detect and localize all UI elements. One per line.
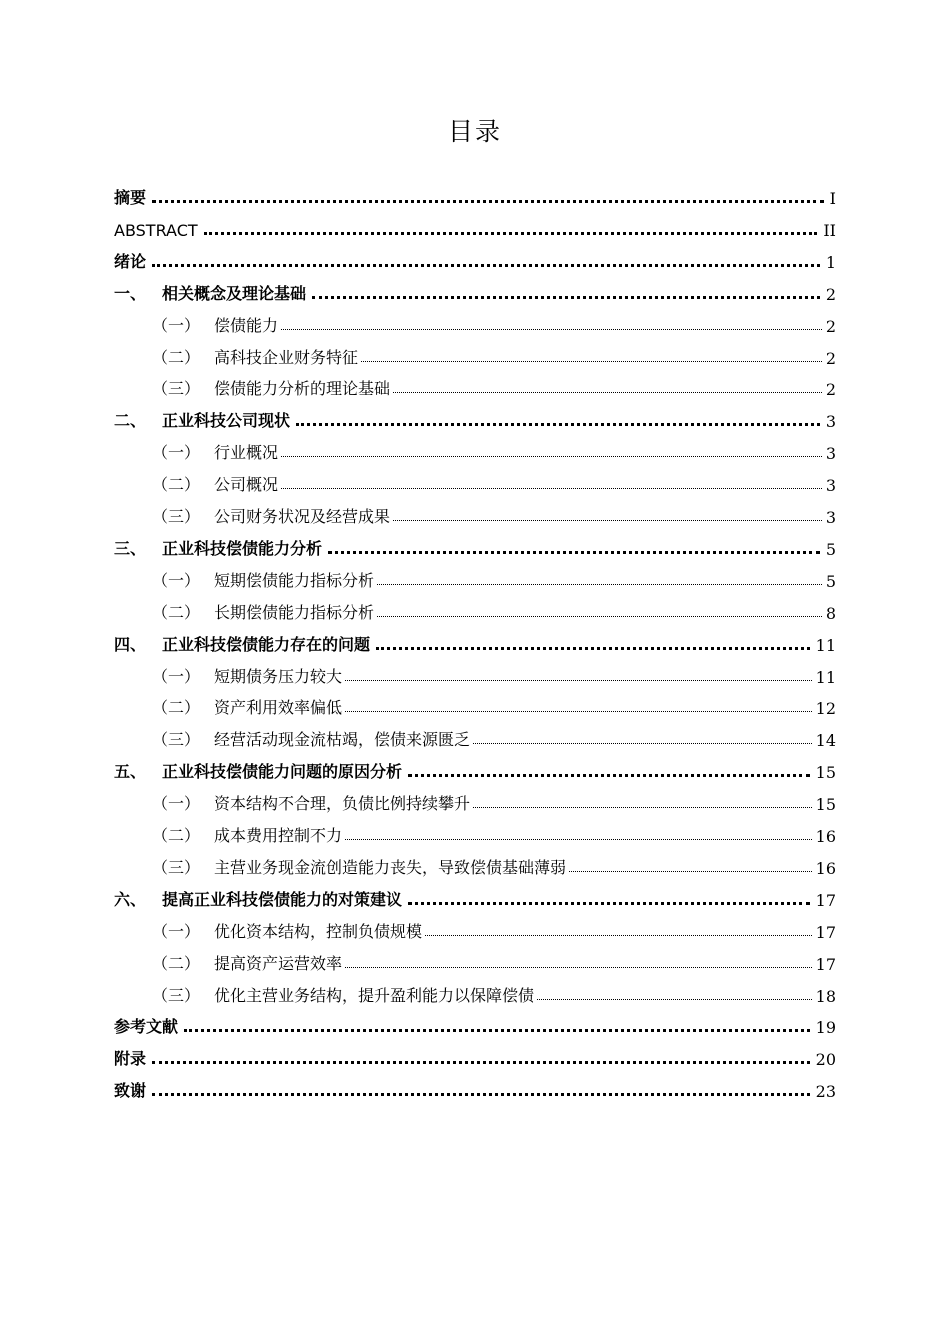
toc-entry-number: （三）	[152, 730, 201, 750]
dot-leader	[473, 807, 812, 808]
toc-entry[interactable]	[152, 499, 836, 527]
toc-entry-page-number: 5	[825, 539, 836, 559]
toc-entry[interactable]	[114, 1009, 836, 1037]
dot-leader	[281, 488, 822, 489]
toc-entry[interactable]	[152, 659, 836, 687]
toc-entry-page-number: 14	[815, 731, 836, 751]
toc-entry[interactable]	[114, 1073, 836, 1101]
toc-entry-label: 致谢	[114, 1081, 147, 1101]
toc-entry[interactable]	[152, 946, 836, 974]
toc-entry-number: （一）	[152, 570, 201, 590]
toc-entry-number: （二）	[152, 953, 201, 973]
dot-leader	[152, 1061, 810, 1064]
toc-entry-page-number: 11	[815, 667, 836, 687]
dot-leader	[345, 839, 812, 840]
toc-entry-page-number: II	[823, 220, 836, 240]
toc-entry[interactable]	[114, 212, 836, 240]
dot-leader	[376, 647, 810, 650]
toc-entry[interactable]	[152, 595, 836, 623]
toc-entry-page-number: 2	[825, 284, 836, 304]
toc-entry-number: （二）	[152, 602, 201, 622]
toc-entry-label: 正业科技偿债能力存在的问题	[162, 634, 371, 654]
toc-entry-number: （一）	[152, 666, 201, 686]
toc-entry-page-number: 16	[815, 827, 836, 846]
toc-entry-page-number: 3	[825, 508, 836, 527]
toc-entry-label: 绪论	[114, 251, 147, 271]
toc-entry[interactable]	[152, 914, 836, 942]
toc-entry-page-number: 19	[815, 1018, 836, 1038]
toc-entry-page-number: 8	[825, 603, 836, 623]
dot-leader	[296, 423, 820, 426]
dot-leader	[393, 520, 822, 521]
toc-entry-label: 短期偿债能力指标分析	[214, 570, 375, 590]
toc-entry-page-number: 15	[815, 795, 836, 815]
toc-entry[interactable]	[152, 371, 836, 399]
dot-leader	[377, 616, 822, 617]
dot-leader	[345, 711, 812, 712]
toc-entry-number: 一、	[114, 283, 147, 303]
toc-entry-label: 优化主营业务结构，提升盈利能力以保障偿债	[214, 985, 535, 1005]
dot-leader	[312, 296, 820, 299]
toc-entry-page-number: 17	[815, 922, 836, 942]
toc-entry-page-number: 1	[825, 252, 836, 272]
toc-entry-number: （二）	[152, 826, 201, 845]
toc-entry-page-number: 15	[815, 763, 836, 783]
toc-entry-label: 提高资产运营效率	[214, 953, 343, 973]
toc-entry-label: 优化资本结构，控制负债规模	[214, 921, 423, 941]
toc-entry[interactable]	[114, 754, 836, 782]
toc-entry-label: 资本结构不合理，负债比例持续攀升	[214, 794, 471, 814]
dot-leader	[152, 264, 820, 267]
toc-entry-page-number: 20	[815, 1050, 836, 1070]
toc-entry-label: 提高正业科技偿债能力的对策建议	[162, 889, 403, 909]
toc-entry-number: 五、	[114, 762, 147, 782]
dot-leader	[569, 871, 812, 872]
toc-entry-label: 偿债能力分析的理论基础	[214, 379, 391, 399]
toc-entry-number: （二）	[152, 475, 201, 495]
dot-leader	[537, 999, 812, 1000]
toc-entry-page-number: 3	[825, 476, 836, 496]
dot-leader	[152, 1093, 810, 1096]
toc-entry[interactable]	[152, 722, 836, 750]
toc-entry[interactable]	[152, 308, 836, 336]
dot-leader	[204, 232, 818, 235]
toc-entry-number: （三）	[152, 857, 201, 877]
toc-entry-page-number: 17	[815, 954, 836, 974]
dot-leader	[184, 1029, 810, 1032]
toc-entry-page-number: 5	[825, 571, 836, 591]
dot-leader	[281, 329, 822, 330]
toc-entry[interactable]	[152, 786, 836, 814]
toc-entry-label: 长期偿债能力指标分析	[214, 602, 375, 622]
toc-entry-number: （一）	[152, 315, 201, 335]
toc-entry-number: 三、	[114, 538, 147, 558]
toc-entry-page-number: 3	[825, 412, 836, 432]
dot-leader	[377, 584, 822, 585]
toc-entry-label: 参考文献	[114, 1017, 179, 1037]
dot-leader	[425, 935, 812, 936]
toc-entry-page-number: 2	[825, 380, 836, 400]
toc-entry[interactable]	[152, 978, 836, 1006]
dot-leader	[473, 743, 812, 744]
toc-entry-label: 短期债务压力较大	[214, 666, 343, 686]
toc-entry-number: 四、	[114, 634, 147, 654]
toc-entry[interactable]	[114, 244, 836, 272]
dot-leader	[345, 680, 812, 681]
toc-entry-number: （二）	[152, 698, 201, 718]
toc-entry[interactable]	[114, 403, 836, 431]
toc-entry-label: 高科技企业财务特征	[214, 347, 359, 367]
toc-entry-number: （三）	[152, 507, 201, 526]
toc-entry-label: 成本费用控制不力	[214, 826, 343, 845]
dot-leader	[152, 200, 824, 203]
toc-entry-page-number: 11	[815, 635, 836, 655]
toc-entry-page-number: I	[829, 189, 836, 208]
toc-entry[interactable]	[114, 180, 836, 208]
toc-entry-page-number: 17	[815, 890, 836, 910]
toc-entry-label: 正业科技偿债能力问题的原因分析	[162, 762, 403, 782]
toc-entry-number: （一）	[152, 443, 201, 463]
toc-entry-page-number: 23	[815, 1082, 836, 1102]
toc-entry-label: 正业科技偿债能力分析	[162, 538, 323, 558]
page-title: 目录	[447, 117, 502, 146]
toc-entry-label: 附录	[114, 1049, 147, 1069]
toc-entry-label: 主营业务现金流创造能力丧失，导致偿债基础薄弱	[214, 857, 567, 877]
toc-entry[interactable]	[152, 435, 836, 463]
toc-entry-number: （三）	[152, 379, 201, 399]
toc-entry-number: （三）	[152, 985, 201, 1005]
dot-leader	[345, 967, 812, 968]
dot-leader	[393, 392, 822, 393]
toc-entry-label: 行业概况	[214, 443, 279, 463]
toc-entry[interactable]	[152, 690, 836, 718]
dot-leader	[328, 551, 820, 554]
toc-entry-number: （一）	[152, 921, 201, 941]
toc-entry-label: 经营活动现金流枯竭，偿债来源匮乏	[214, 730, 471, 750]
toc-entry-page-number: 2	[825, 316, 836, 336]
toc-entry[interactable]	[152, 563, 836, 591]
toc-entry-page-number: 18	[815, 986, 836, 1006]
toc-entry-label: 公司财务状况及经营成果	[214, 507, 391, 526]
dot-leader	[408, 902, 810, 905]
toc-entry-label: 正业科技公司现状	[162, 411, 291, 431]
toc-entry-page-number: 12	[815, 699, 836, 719]
toc-entry[interactable]	[114, 627, 836, 655]
toc-entry-number: 六、	[114, 889, 147, 909]
toc-entry-number: （二）	[152, 347, 201, 367]
toc-entry[interactable]	[114, 531, 836, 559]
dot-leader	[281, 456, 822, 457]
toc-entry-number: （一）	[152, 794, 201, 814]
toc-entry[interactable]	[152, 850, 836, 878]
toc-entry[interactable]	[152, 818, 836, 846]
toc-entry[interactable]	[114, 1041, 836, 1069]
toc-entry-label: ABSTRACT	[114, 220, 198, 240]
dot-leader	[408, 774, 810, 777]
toc-entry-label: 偿债能力	[214, 315, 279, 335]
toc-entry[interactable]	[114, 882, 836, 910]
dot-leader	[361, 361, 822, 362]
toc-entry[interactable]	[152, 340, 836, 368]
toc-entry-page-number: 16	[815, 858, 836, 878]
toc-entry-label: 摘要	[114, 188, 147, 207]
toc-entry-label: 资产利用效率偏低	[214, 698, 343, 718]
toc-entry-label: 公司概况	[214, 475, 279, 495]
toc-entry-page-number: 2	[825, 348, 836, 368]
toc-entry[interactable]	[114, 276, 836, 304]
toc-entry-number: 二、	[114, 411, 147, 431]
toc-entry-label: 相关概念及理论基础	[162, 283, 307, 303]
toc-entry-page-number: 3	[825, 444, 836, 464]
toc-entry[interactable]	[152, 467, 836, 495]
